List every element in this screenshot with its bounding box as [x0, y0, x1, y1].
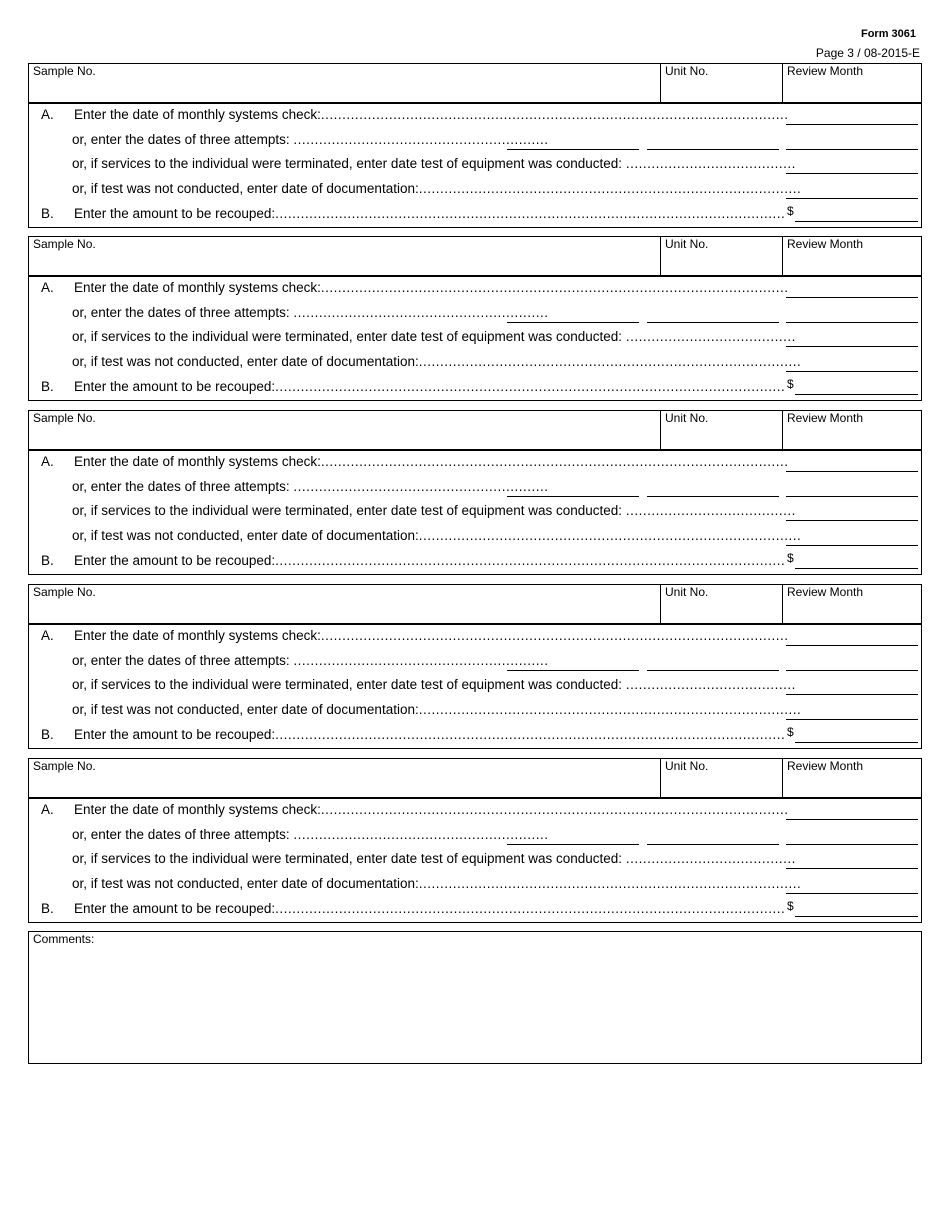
attempt-date-field-2[interactable]	[647, 844, 779, 845]
sample-section	[28, 584, 922, 749]
attempts-label: or, enter the dates of three attempts:	[72, 826, 290, 842]
recoup-row: B. Enter the amount to be recouped:........................................................................................................................ $	[29, 376, 921, 401]
review-month-label: Review Month	[787, 237, 864, 251]
review-month-label: Review Month	[787, 585, 864, 599]
marker-b: B.	[41, 552, 54, 568]
equipment-test-date-field[interactable]	[786, 173, 918, 174]
unit-no-label: Unit No.	[665, 64, 709, 78]
currency-symbol: $	[787, 724, 794, 739]
not-conducted-label: or, if test was not conducted, enter date of documentation:	[72, 876, 419, 892]
documentation-date-field[interactable]	[786, 719, 918, 720]
attempt-date-field-2[interactable]	[647, 670, 779, 671]
comments-label: Comments:	[33, 932, 95, 946]
sample-section	[28, 758, 922, 923]
sample-no-label: Sample No.	[33, 64, 96, 78]
section-header	[29, 585, 921, 625]
form-number: Form 3061	[860, 28, 916, 40]
marker-a: A.	[41, 802, 54, 817]
unit-no-label: Unit No.	[665, 411, 709, 425]
documentation-date-field[interactable]	[786, 371, 918, 372]
attempt-date-field-3[interactable]	[786, 149, 918, 150]
recoup-amount-field[interactable]	[795, 568, 918, 569]
marker-a: A.	[41, 280, 54, 295]
recoup-amount-field[interactable]	[795, 742, 918, 743]
recoup-amount-field[interactable]	[795, 916, 918, 917]
marker-b: B.	[41, 378, 54, 394]
page-info: Page 3 / 08-2015-E	[815, 46, 920, 60]
column-divider	[782, 237, 783, 275]
review-month-label: Review Month	[787, 411, 864, 425]
recoup-label: Enter the amount to be recouped:	[74, 552, 276, 568]
equipment-test-date-field[interactable]	[786, 520, 918, 521]
systems-check-label: Enter the date of monthly systems check:	[74, 454, 321, 469]
equipment-test-date-field[interactable]	[786, 346, 918, 347]
attempts-label: or, enter the dates of three attempts:	[72, 478, 290, 494]
systems-check-row: A. Enter the date of monthly systems check:..............................................................................................................	[29, 451, 921, 476]
sample-section	[28, 410, 922, 575]
marker-a: A.	[41, 454, 54, 469]
section-header	[29, 64, 921, 104]
recoup-amount-field[interactable]	[795, 394, 918, 395]
terminated-row: or, if services to the individual were terminated, enter date test of equipment was conducted: ........................................	[29, 674, 921, 699]
terminated-label: or, if services to the individual were terminated, enter date test of equipment was conducted:	[72, 677, 623, 693]
attempts-row: or, enter the dates of three attempts: ............................................................	[29, 650, 921, 675]
attempt-date-field-3[interactable]	[786, 496, 918, 497]
terminated-label: or, if services to the individual were terminated, enter date test of equipment was conducted:	[72, 503, 623, 519]
column-divider	[782, 759, 783, 797]
marker-b: B.	[41, 726, 54, 742]
systems-check-row: A. Enter the date of monthly systems check:..............................................................................................................	[29, 277, 921, 302]
column-divider	[660, 585, 661, 623]
terminated-label: or, if services to the individual were terminated, enter date test of equipment was conducted:	[72, 851, 623, 867]
not-conducted-label: or, if test was not conducted, enter date of documentation:	[72, 181, 419, 197]
systems-check-date-field[interactable]	[786, 124, 918, 125]
section-header	[29, 237, 921, 277]
unit-no-label: Unit No.	[665, 759, 709, 773]
recoup-label: Enter the amount to be recouped:	[74, 726, 276, 742]
unit-no-label: Unit No.	[665, 585, 709, 599]
attempt-date-field-1[interactable]	[507, 844, 639, 845]
not-conducted-label: or, if test was not conducted, enter date of documentation:	[72, 528, 419, 544]
sample-no-label: Sample No.	[33, 585, 96, 599]
documentation-date-field[interactable]	[786, 198, 918, 199]
attempt-date-field-1[interactable]	[507, 496, 639, 497]
terminated-label: or, if services to the individual were terminated, enter date test of equipment was conducted:	[72, 329, 623, 345]
documentation-date-field[interactable]	[786, 545, 918, 546]
column-divider	[782, 585, 783, 623]
attempt-date-field-3[interactable]	[786, 844, 918, 845]
equipment-test-date-field[interactable]	[786, 694, 918, 695]
terminated-row: or, if services to the individual were terminated, enter date test of equipment was conducted: ........................................	[29, 326, 921, 351]
column-divider	[660, 411, 661, 449]
attempts-label: or, enter the dates of three attempts:	[72, 652, 290, 668]
section-header	[29, 411, 921, 451]
attempt-date-field-1[interactable]	[507, 322, 639, 323]
recoup-label: Enter the amount to be recouped:	[74, 900, 276, 916]
recoup-amount-field[interactable]	[795, 221, 918, 222]
attempts-row: or, enter the dates of three attempts: ............................................................	[29, 129, 921, 154]
attempts-row: or, enter the dates of three attempts: ............................................................	[29, 302, 921, 327]
sample-section	[28, 236, 922, 401]
column-divider	[660, 64, 661, 102]
documentation-date-field[interactable]	[786, 893, 918, 894]
not-conducted-row: or, if test was not conducted, enter date of documentation:..........................................................................................	[29, 699, 921, 724]
marker-b: B.	[41, 900, 54, 916]
column-divider	[660, 759, 661, 797]
not-conducted-label: or, if test was not conducted, enter date of documentation:	[72, 702, 419, 718]
not-conducted-row: or, if test was not conducted, enter date of documentation:..........................................................................................	[29, 525, 921, 550]
terminated-row: or, if services to the individual were terminated, enter date test of equipment was conducted: ........................................	[29, 153, 921, 178]
not-conducted-row: or, if test was not conducted, enter date of documentation:..........................................................................................	[29, 873, 921, 898]
attempt-date-field-2[interactable]	[647, 149, 779, 150]
recoup-row: B. Enter the amount to be recouped:........................................................................................................................ $	[29, 724, 921, 749]
recoup-row: B. Enter the amount to be recouped:........................................................................................................................ $	[29, 550, 921, 575]
sample-section	[28, 63, 922, 228]
review-month-label: Review Month	[787, 759, 864, 773]
sample-no-label: Sample No.	[33, 237, 96, 251]
marker-a: A.	[41, 628, 54, 643]
attempt-date-field-1[interactable]	[507, 149, 639, 150]
not-conducted-row: or, if test was not conducted, enter date of documentation:..........................................................................................	[29, 178, 921, 203]
systems-check-date-field[interactable]	[786, 297, 918, 298]
attempt-date-field-3[interactable]	[786, 670, 918, 671]
column-divider	[782, 64, 783, 102]
systems-check-row: A. Enter the date of monthly systems check:..............................................................................................................	[29, 625, 921, 650]
marker-b: B.	[41, 205, 54, 221]
systems-check-date-field[interactable]	[786, 471, 918, 472]
recoup-label: Enter the amount to be recouped:	[74, 378, 276, 394]
currency-symbol: $	[787, 203, 794, 218]
attempts-row: or, enter the dates of three attempts: ............................................................	[29, 476, 921, 501]
terminated-row: or, if services to the individual were terminated, enter date test of equipment was conducted: ........................................	[29, 848, 921, 873]
currency-symbol: $	[787, 376, 794, 391]
systems-check-label: Enter the date of monthly systems check:	[74, 280, 321, 295]
not-conducted-label: or, if test was not conducted, enter date of documentation:	[72, 354, 419, 370]
sample-no-label: Sample No.	[33, 411, 96, 425]
systems-check-date-field[interactable]	[786, 645, 918, 646]
attempts-row: or, enter the dates of three attempts: ............................................................	[29, 824, 921, 849]
comments-box[interactable]	[28, 931, 922, 1064]
systems-check-row: A. Enter the date of monthly systems check:..............................................................................................................	[29, 104, 921, 129]
marker-a: A.	[41, 107, 54, 122]
recoup-label: Enter the amount to be recouped:	[74, 205, 276, 221]
terminated-label: or, if services to the individual were terminated, enter date test of equipment was conducted:	[72, 156, 623, 172]
section-header	[29, 759, 921, 799]
recoup-row: B. Enter the amount to be recouped:........................................................................................................................ $	[29, 898, 921, 923]
currency-symbol: $	[787, 898, 794, 913]
systems-check-label: Enter the date of monthly systems check:	[74, 107, 321, 122]
recoup-row: B. Enter the amount to be recouped:........................................................................................................................ $	[29, 203, 921, 228]
equipment-test-date-field[interactable]	[786, 868, 918, 869]
column-divider	[660, 237, 661, 275]
column-divider	[782, 411, 783, 449]
systems-check-label: Enter the date of monthly systems check:	[74, 628, 321, 643]
attempt-date-field-1[interactable]	[507, 670, 639, 671]
systems-check-date-field[interactable]	[786, 819, 918, 820]
not-conducted-row: or, if test was not conducted, enter date of documentation:..........................................................................................	[29, 351, 921, 376]
attempt-date-field-3[interactable]	[786, 322, 918, 323]
currency-symbol: $	[787, 550, 794, 565]
systems-check-label: Enter the date of monthly systems check:	[74, 802, 321, 817]
attempt-date-field-2[interactable]	[647, 322, 779, 323]
unit-no-label: Unit No.	[665, 237, 709, 251]
attempt-date-field-2[interactable]	[647, 496, 779, 497]
systems-check-row: A. Enter the date of monthly systems check:..............................................................................................................	[29, 799, 921, 824]
terminated-row: or, if services to the individual were terminated, enter date test of equipment was conducted: ........................................	[29, 500, 921, 525]
attempts-label: or, enter the dates of three attempts:	[72, 304, 290, 320]
attempts-label: or, enter the dates of three attempts:	[72, 131, 290, 147]
sample-no-label: Sample No.	[33, 759, 96, 773]
review-month-label: Review Month	[787, 64, 864, 78]
